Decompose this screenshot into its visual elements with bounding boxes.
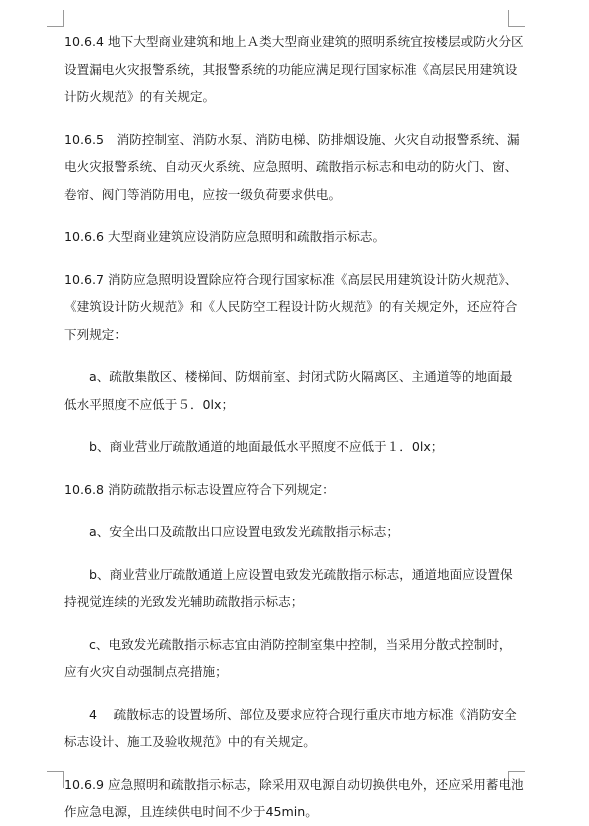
clause-10-6-8: 10.6.8 消防疏散指示标志设置应符合下列规定： [64, 481, 335, 497]
clause-10-6-7-item-b: b、商业营业厅疏散通道的地面最低水平照度不应低于１．0lx； [89, 439, 444, 454]
clause-10-6-7: 10.6.7 消防应急照明设置除应符合现行国家标准《高层民用建筑设计防火规范》、《建筑设计防火规范》和《人民防空工程设计防火规范》的有关规定外，还应符合下列规定： [64, 271, 518, 342]
crop-mark-bottom-left [47, 771, 64, 788]
crop-mark-top-right [508, 10, 525, 27]
crop-mark-top-left [47, 10, 64, 27]
clause-10-6-4: 10.6.4 地下大型商业建筑和地上Ａ类大型商业建筑的照明系统宜按楼层或防火分区设置漏电火灾报警系统，其报警系统的功能应满足现行国家标准《高层民用建筑设计防火规范》的有关规定。 [64, 34, 524, 104]
clause-10-6-8-item-b: b、商业营业厅疏散通道上应设置电致发光疏散指示标志，通道地面应设置保持视觉连续的光致发光辅助疏散指示标志； [64, 566, 513, 609]
clause-10-6-9: 10.6.9 应急照明和疏散指示标志，除采用双电源自动切换供电外，还应采用蓄电池作应急电源，且连续供电时间不少于45min。 [64, 776, 524, 819]
clause-10-6-8-item-c: c、电致发光疏散指示标志宜由消防控制室集中控制，当采用分散式控制时，应有火灾自动强制点亮措施； [64, 636, 512, 679]
clause-10-6-5: 10.6.5 消防控制室、消防水泵、消防电梯、防排烟设施、火灾自动报警系统、漏电火灾报警系统、自动灭火系统、应急照明、疏散指示标志和电动的防火门、窗、卷帘、阀门等消防用电，应按一级负荷要求供电。 [64, 131, 520, 202]
clause-10-6-8-item-a: a、安全出口及疏散出口应设置电致发光疏散指示标志； [89, 524, 399, 539]
document-body [64, 28, 524, 826]
clause-10-6-7-item-a: a、疏散集散区、楼梯间、防烟前室、封闭式防火隔离区、主通道等的地面最低水平照度不应低于５．0lx； [64, 369, 513, 412]
clause-10-6-8-item-4: 4 疏散标志的设置场所、部位及要求应符合现行重庆市地方标准《消防安全标志设计、施工及验收规范》中的有关规定。 [64, 706, 517, 749]
clause-10-6-6: 10.6.6 大型商业建筑应设消防应急照明和疏散指示标志。 [64, 229, 386, 244]
